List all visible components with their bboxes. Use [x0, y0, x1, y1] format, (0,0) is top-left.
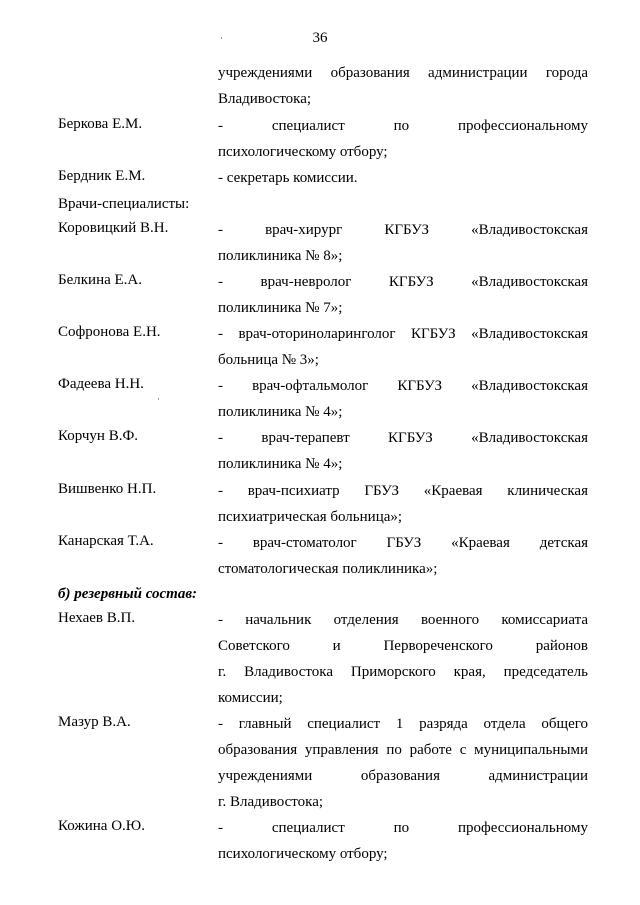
member-name: Нехаев В.П.	[58, 610, 136, 626]
desc-line: психологическому отбору;	[218, 144, 388, 160]
member-name: Фадеева Н.Н.	[58, 376, 144, 392]
desc-line: больница № 3»;	[218, 352, 319, 368]
desc-line: - специалист по профессиональному	[218, 820, 588, 836]
member-name: Беркова Е.М.	[58, 116, 143, 132]
desc-line: Владивостока;	[218, 91, 312, 107]
member-name: Мазур В.А.	[58, 714, 131, 730]
desc-line: - специалист по профессиональному	[218, 118, 588, 134]
desc-line: учреждениями образования администрации	[218, 768, 588, 784]
desc-line: учреждениями образования администрации города	[218, 65, 588, 81]
desc-line: поликлиника № 8»;	[218, 248, 343, 264]
member-name: Софронова Е.Н.	[58, 324, 161, 340]
desc-line: - врач-стоматолог ГБУЗ «Краевая детская	[218, 535, 588, 551]
desc-line: - врач-психиатр ГБУЗ «Краевая клиническая	[218, 483, 588, 499]
desc-line: - врач-невролог КГБУЗ «Владивостокская	[218, 274, 588, 290]
member-name: Канарская Т.А.	[58, 533, 154, 549]
member-name: Кожина О.Ю.	[58, 818, 145, 834]
desc-line: поликлиника № 4»;	[218, 456, 343, 472]
desc-line: г. Владивостока Приморского края, председатель	[218, 664, 588, 680]
section-heading-doctors: Врачи-специалисты:	[58, 196, 190, 212]
desc-line: - врач-оториноларинголог КГБУЗ «Владивостокская	[218, 326, 588, 342]
member-name: Корчун В.Ф.	[58, 428, 139, 444]
desc-line: психиатрическая больница»;	[218, 509, 403, 525]
desc-line: поликлиника № 7»;	[218, 300, 343, 316]
desc-line: - врач-терапевт КГБУЗ «Владивостокская	[218, 430, 588, 446]
member-name: Коровицкий В.Н.	[58, 220, 169, 236]
desc-line: комиссии;	[218, 690, 283, 706]
desc-line: Советского и Первореченского районов	[218, 638, 588, 654]
scan-speck	[158, 398, 159, 400]
desc-line: г. Владивостока;	[218, 794, 324, 810]
scan-speck	[221, 37, 222, 39]
member-name: Бердник Е.М.	[58, 168, 146, 184]
desc-line: - врач-офтальмолог КГБУЗ «Владивостокская	[218, 378, 588, 394]
desc-line: - врач-хирург КГБУЗ «Владивостокская	[218, 222, 588, 238]
member-name: Белкина Е.А.	[58, 272, 143, 288]
desc-line: - начальник отделения военного комиссариата	[218, 612, 588, 628]
section-heading-reserve: б) резервный состав:	[58, 586, 198, 602]
desc-line: поликлиника № 4»;	[218, 404, 343, 420]
member-name: Вишвенко Н.П.	[58, 481, 157, 497]
desc-line: психологическому отбору;	[218, 846, 388, 862]
desc-line: - секретарь комиссии.	[218, 170, 358, 186]
page-number: 36	[312, 30, 328, 46]
desc-line: образования управления по работе с муниципальными	[218, 742, 588, 758]
desc-line: стоматологическая поликлиника»;	[218, 561, 438, 577]
desc-line: - главный специалист 1 разряда отдела общего	[218, 716, 588, 732]
